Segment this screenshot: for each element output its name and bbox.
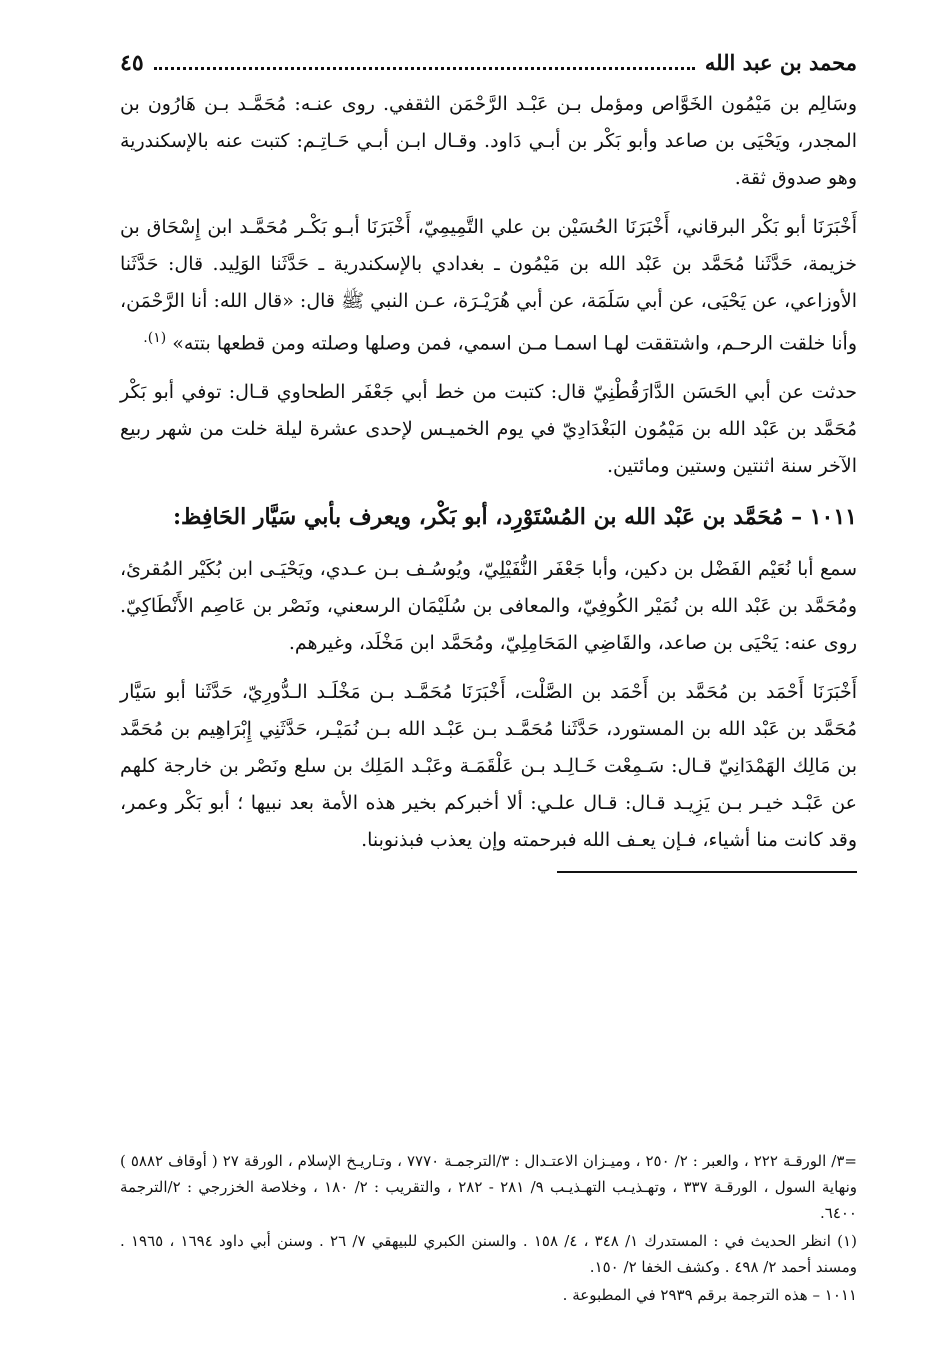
footnote-1011: ١٠١١ – هذه الترجمة برقم ٢٩٣٩ في المطبوعة . xyxy=(562,1286,857,1304)
biography-heading: ١٠١١ – مُحَمَّد بن عَبْد الله بن المُسْتَوْرِد، أبو بَكْر، ويعرف بأبي سَيَّار الحَافِظ: xyxy=(172,504,857,531)
running-header xyxy=(120,44,857,78)
paragraph-3: حدثت عن أبي الحَسَن الدَّارَقُطْنِيّ قال: كتبت من خط أبي جَعْفَر الطحاوي قـال: توفي أبو بَكْر مُحَمَّد بن عَبْد الله بن مَيْمُون البَغْدَادِيّ في يوم الخميـس لإحدى عشرة ليلة خلت من شهر ربيع الآخر سنة اثنتين وستين ومائتين. xyxy=(120,381,857,478)
biography-paragraph-1: سمع أبا نُعَيْم الفَضْل بن دكين، وأبا جَعْفَر النُّفَيْلِيّ، ويُوسُـف بـن عـدي، ويَحْيَـى ابن بُكَيْر المُقرئ، ومُحَمَّد بن عَبْد الله بن نُمَيْر الكُوفِيّ، والمعافى بن سُلَيْمَان الرسعني، ونَصْر بن عَاصِم الأَنْطَاكِيّ. روى عنه: يَحْيَى بن صاعد، والقَاضِي المَحَامِلِيّ، ومُحَمَّد ابن مَخْلَد، وغيرهم. xyxy=(120,558,857,655)
footnote-continued: =٣/ الورقـة ٢٢٢ ، والعبر : ٢/ ٢٥٠ ، وميـزان الاعتـدال : ٣/الترجمـة ٧٧٧٠ ، وتـاريـخ الإسلام ، الورقة ٢٧ ( أوقاف ٥٨٨٢ ) ونهاية السول ، الورقـة ٣٣٧ ، وتهـذيـب التهـذيـب ٩/ ٢٨١ - ٢٨٢ ، والتقريب : ٢/ ١٨٠ ، وخلاصة الخزرجي : ٢/الترجمة ٦٤٠٠. xyxy=(120,1152,858,1222)
hadith-text: أَخْبَرَنَا أبو بَكْر البرقاني، أَخْبَرَنَا الحُسَيْن بن علي التَّمِيمِيّ، أَخْبَرَنَا أبـو بَكْـر مُحَمَّـد ابن إِسْحَاق بن خزيمة، حَدَّثَنا مُحَمَّد بن عَبْد الله بن مَيْمُون ـ بغدادي بالإسكندرية ـ حَدَّثَنا الوَلِيد. قال: حَدَّثَنا الأوزاعي، عن يَحْيَى، عن أبي سَلَمَة، عن أبي هُرَيْـرَة، عـن النبي ﷺ قال: «قال الله: أنا الرَّحْمَن، وأنا خلقت الرحـم، واشتققت لهـا اسمـا مـن اسمي، فمن وصلها وصلته ومن قطعها بتته» xyxy=(120,216,857,355)
footnote-marker: (١). xyxy=(143,330,167,346)
paragraph-2 xyxy=(120,209,857,362)
footnote-separator-rule xyxy=(557,871,857,873)
biography-paragraph-2: أَخْبَرَنَا أَحْمَد بن مُحَمَّد بن أَحْمَد بن الصَّلْت، أَخْبَرَنَا مُحَمَّـد بـن مَخْلَـد الـدُّورِيّ، حَدَّثَنا أبو سَيَّار مُحَمَّد بن عَبْد الله بن المستورد، حَدَّثَنا مُحَمَّـد بـن عَبْـد الله بـن نُمَيْـر، حَدَّثَنِي إِبْرَاهِيم بن مُحَمَّد بن مَالِك الهَمْدَانِيّ قـال: سَـمِعْت خَـالِـد بـن عَلْقَمَـة وعَبْـد المَلِك بن سلع ونَصْر بن خارجة كلهم عن عَبْـد خيـر بـن يَزِيـد قـال: قـال علـي: ألا أخبركم بخير هذه الأمة بعد نبيها ؛ أبو بَكْر وعمر، وقد كانت منا أشياء، فـإن يعـف الله فبرحمته وإن يعذب فبذنوبنا. xyxy=(120,681,857,852)
paragraph-1: وسَالِم بن مَيْمُون الخَوَّاص ومؤمل بـن عَبْـد الرَّحْمَن الثقفي. روى عنـه: مُحَمَّـد بـن هَارُون بن المجدر، ويَحْيَى بن صاعد وأبو بَكْر بن أبـي دَاود. وقـال ابـن أبـي حَـاتِـم: كتبت عنه بالإسكندرية وهو صدوق ثقة. xyxy=(120,93,857,189)
running-head-title: محمد بن عبد الله xyxy=(704,50,857,75)
main-text xyxy=(120,86,857,873)
footnote-1: (١) انظر الحديث في : المستدرك ١/ ٣٤٨ ، ٤/ ١٥٨ . والسنن الكبري للبيهقي ٧/ ٢٦ . وسنن أبي داود ١٦٩٤ ، ١٩٦٥ . ومسند أحمد ٢/ ٤٩٨ . وكشف الخفا ٢/ ١٥٠. xyxy=(120,1232,857,1276)
header-dot-leader xyxy=(154,66,695,70)
footnotes xyxy=(120,1148,857,1310)
page-number: ٤٥ xyxy=(120,50,144,76)
